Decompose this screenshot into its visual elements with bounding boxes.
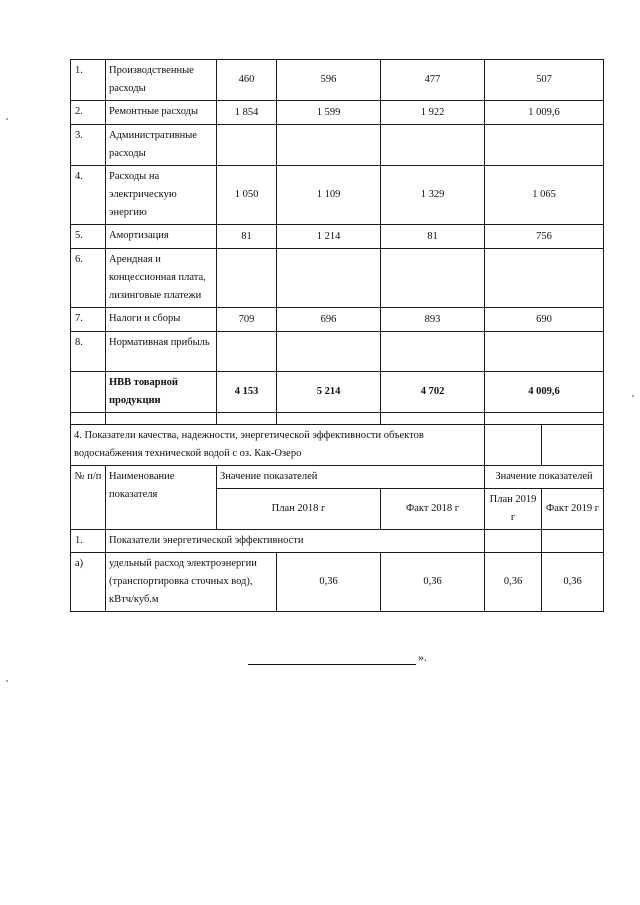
row-name: Амортизация bbox=[106, 225, 217, 249]
cell-value bbox=[217, 249, 277, 308]
closing-quote: ». bbox=[418, 650, 427, 664]
cell-value: 81 bbox=[217, 225, 277, 249]
table-row bbox=[71, 249, 604, 308]
cell-value: 1 009,6 bbox=[485, 101, 604, 125]
subsection-title: Показатели энергетической эффективности bbox=[106, 530, 485, 553]
header-values-2019: Значение показателей bbox=[485, 466, 604, 489]
table-row bbox=[71, 60, 604, 101]
cell-value bbox=[217, 332, 277, 372]
cell-value: 1 065 bbox=[485, 166, 604, 225]
cell-value: 1 329 bbox=[381, 166, 485, 225]
total-value: 4 009,6 bbox=[485, 372, 604, 413]
row-index: 2. bbox=[71, 101, 106, 125]
row-index: 1. bbox=[71, 60, 106, 101]
signature-line bbox=[248, 650, 427, 665]
cell-value: 460 bbox=[217, 60, 277, 101]
table-row bbox=[71, 166, 604, 225]
cell-value bbox=[217, 125, 277, 166]
header-plan-2018: План 2018 г bbox=[217, 489, 381, 530]
row-name: Нормативная прибыль bbox=[106, 332, 217, 372]
cell-value: 709 bbox=[217, 308, 277, 332]
header-plan-2019: План 2019 г bbox=[485, 489, 542, 530]
cell-value bbox=[277, 332, 381, 372]
subsection-index: 1. bbox=[71, 530, 106, 553]
scan-artifact bbox=[6, 118, 8, 120]
signature-blank bbox=[248, 650, 416, 665]
cell-value bbox=[485, 332, 604, 372]
table-row bbox=[71, 332, 604, 372]
row-index: 3. bbox=[71, 125, 106, 166]
header-values-2018: Значение показателей bbox=[217, 466, 485, 489]
row-name: Арендная и концессионная плата, лизинговые платежи bbox=[106, 249, 217, 308]
row-name: Производственные расходы bbox=[106, 60, 217, 101]
indicator-name: удельный расход электроэнергии (транспортировка сточных вод), кВтч/куб.м bbox=[106, 553, 277, 612]
cell-value bbox=[485, 125, 604, 166]
cell-value: 477 bbox=[381, 60, 485, 101]
cell-value: 1 599 bbox=[277, 101, 381, 125]
header-fact-2019: Факт 2019 г bbox=[542, 489, 604, 530]
row-index: 4. bbox=[71, 166, 106, 225]
table-row bbox=[71, 101, 604, 125]
table-row bbox=[71, 225, 604, 249]
header-row bbox=[71, 466, 604, 489]
cell-value: 507 bbox=[485, 60, 604, 101]
cell-value: 1 854 bbox=[217, 101, 277, 125]
row-name: Налоги и сборы bbox=[106, 308, 217, 332]
cell-value: 1 922 bbox=[381, 101, 485, 125]
total-index bbox=[71, 372, 106, 413]
header-number: № п/п bbox=[71, 466, 106, 530]
cell-value: 893 bbox=[381, 308, 485, 332]
row-name: Административные расходы bbox=[106, 125, 217, 166]
cell-value: 690 bbox=[485, 308, 604, 332]
cell-value: 696 bbox=[277, 308, 381, 332]
subsection-row bbox=[71, 530, 604, 553]
indicator-fact-2019: 0,36 bbox=[542, 553, 604, 612]
indicator-plan-2018: 0,36 bbox=[277, 553, 381, 612]
header-name: Наименование показателя bbox=[106, 466, 217, 530]
table-row bbox=[71, 308, 604, 332]
row-index: 5. bbox=[71, 225, 106, 249]
cell-value bbox=[277, 125, 381, 166]
row-index: 7. bbox=[71, 308, 106, 332]
cell-value: 1 214 bbox=[277, 225, 381, 249]
indicator-plan-2019: 0,36 bbox=[485, 553, 542, 612]
scan-artifact bbox=[632, 395, 634, 397]
header-fact-2018: Факт 2018 г bbox=[381, 489, 485, 530]
total-row bbox=[71, 372, 604, 413]
row-name: Ремонтные расходы bbox=[106, 101, 217, 125]
cell-value: 1 050 bbox=[217, 166, 277, 225]
cell-value: 756 bbox=[485, 225, 604, 249]
cell-value: 81 bbox=[381, 225, 485, 249]
total-value: 5 214 bbox=[277, 372, 381, 413]
cost-table bbox=[70, 59, 604, 612]
total-name: НВВ товарной продукции bbox=[106, 372, 217, 413]
scan-artifact bbox=[6, 680, 8, 682]
cell-value bbox=[485, 249, 604, 308]
row-index: 6. bbox=[71, 249, 106, 308]
cell-value: 596 bbox=[277, 60, 381, 101]
cell-value: 1 109 bbox=[277, 166, 381, 225]
indicator-row bbox=[71, 553, 604, 612]
row-name: Расходы на электрическую энергию bbox=[106, 166, 217, 225]
spacer-row bbox=[71, 413, 604, 425]
total-value: 4 702 bbox=[381, 372, 485, 413]
section-title: 4. Показатели качества, надежности, энергетической эффективности объектов водоснабжения технической водой с оз. Как-Озеро bbox=[71, 425, 485, 466]
cell-value bbox=[381, 332, 485, 372]
total-value: 4 153 bbox=[217, 372, 277, 413]
indicator-fact-2018: 0,36 bbox=[381, 553, 485, 612]
cell-value bbox=[381, 249, 485, 308]
table-row bbox=[71, 125, 604, 166]
indicator-index: а) bbox=[71, 553, 106, 612]
section-title-row bbox=[71, 425, 604, 466]
cell-value bbox=[277, 249, 381, 308]
row-index: 8. bbox=[71, 332, 106, 372]
cell-value bbox=[381, 125, 485, 166]
